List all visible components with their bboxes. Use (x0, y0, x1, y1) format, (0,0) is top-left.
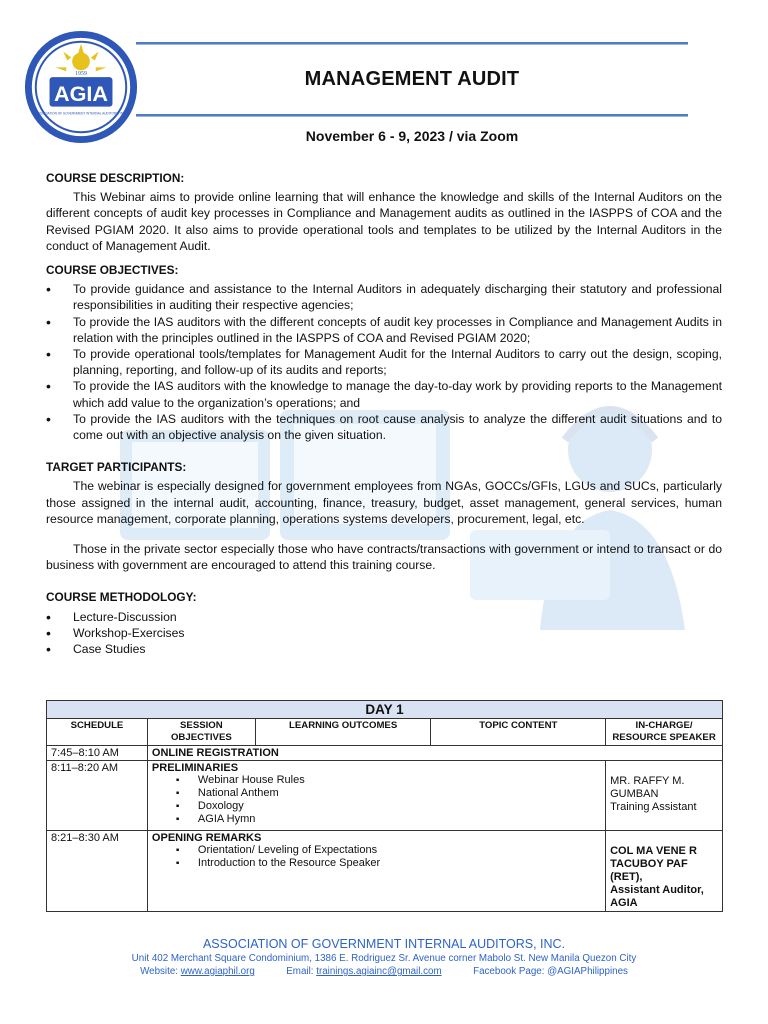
session-items (176, 774, 601, 826)
list-item: • Lecture-Discussion (46, 609, 722, 625)
session-cell (147, 831, 605, 912)
column-header: SESSION OBJECTIVES (147, 719, 255, 746)
page-footer (0, 937, 768, 977)
page-title: MANAGEMENT AUDIT (304, 68, 520, 90)
footer-address: Unit 402 Merchant Square Condominium, 1386 E. Rodriguez Sr. Avenue corner Mabolo St. New Manila Quezon City (131, 953, 637, 964)
header-rule-bottom (136, 114, 688, 117)
session-cell (147, 761, 605, 831)
main-content (46, 170, 722, 657)
course-description-text: This Webinar aims to provide online learning that will enhance the knowledge and skills of the Internal Auditors on the different concepts of audit key processes in Compliance and Management audits as outlined in the IASPPS of COA and the Revised PGIAM 2020. It also aims to provide operational tools and templates to be utilized by the Internal Auditors in the conduct of Management Audit. (46, 190, 722, 253)
schedule-time: 8:21–8:30 AM (47, 831, 148, 912)
website-link[interactable]: www.agiaphil.org (180, 966, 255, 977)
list-item: ▪ Doxology (176, 800, 601, 813)
list-item: • To provide the IAS auditors with the knowledge to manage the day-to-day work by providing reports to the Management which add value to the organization’s operations; and (46, 378, 722, 410)
speaker-line: Assistant Auditor, (610, 884, 704, 896)
list-item: • To provide operational tools/templates for Management Audit for the Internal Auditors to carry out the design, scoping, planning, reporting, and follow-up of its audits and reports; (46, 346, 722, 378)
list-item: ▪ National Anthem (176, 787, 601, 800)
speaker-cell (606, 831, 723, 912)
list-item: ▪ Orientation/ Leveling of Expectations (176, 844, 601, 857)
speaker-line: Training Assistant (610, 801, 697, 813)
table-row (47, 831, 723, 912)
column-header: TOPIC CONTENT (431, 719, 606, 746)
speaker-line: GUMBAN (610, 788, 659, 800)
speaker-line: TACUBOY PAF (RET), (610, 858, 688, 883)
column-header: LEARNING OUTCOMES (255, 719, 431, 746)
logo-subtitle: ASSOCIATION OF GOVERNMENT INTERNAL AUDITORS, INC. (35, 111, 127, 116)
list-item: • Workshop-Exercises (46, 625, 722, 641)
speaker-line: MR. RAFFY M. (610, 775, 685, 787)
day-label: DAY 1 (47, 701, 723, 719)
session-title: OPENING REMARKS (151, 832, 262, 844)
footer-org-name: ASSOCIATION OF GOVERNMENT INTERNAL AUDITORS, INC. (202, 937, 566, 951)
column-header-row (47, 719, 723, 746)
column-header: SCHEDULE (47, 719, 148, 746)
logo-name: AGIA (53, 80, 109, 106)
course-description-heading: COURSE DESCRIPTION: (46, 171, 185, 185)
course-objectives-heading: COURSE OBJECTIVES: (46, 263, 179, 278)
course-objectives-list (46, 281, 722, 443)
agia-logo (22, 28, 140, 146)
list-item: ▪ AGIA Hymn (176, 813, 601, 826)
course-methodology-heading: COURSE METHODOLOGY: (46, 590, 197, 605)
website-label: Website: (140, 966, 178, 977)
list-item: • To provide guidance and assistance to the Internal Auditors in adequately discharging their statutory and professional responsibilities in auditing their respective agencies; (46, 281, 722, 313)
target-participants-heading: TARGET PARTICIPANTS: (46, 460, 187, 475)
table-row (47, 761, 723, 831)
schedule-time: 7:45–8:10 AM (47, 746, 148, 761)
event-date: November 6 - 9, 2023 / via Zoom (305, 128, 519, 144)
speaker-cell (606, 761, 723, 831)
day-header-row (47, 701, 723, 719)
list-item: • To provide the IAS auditors with the different concepts of audit key processes in Compliance and Management Audits in relation with the principles outlined in the IASPPS of COA and Revised PGIAM 2020; (46, 314, 722, 346)
column-header: IN-CHARGE/ RESOURCE SPEAKER (606, 719, 723, 746)
footer-contacts (0, 966, 768, 977)
schedule-table-wrap (46, 700, 723, 912)
speaker-line: COL MA VENE R (610, 845, 697, 857)
speaker-line: AGIA (610, 897, 638, 909)
target-participants-text: The webinar is especially designed for government employees from NGAs, GOCCs/GFIs, LGUs and SUCs, particularly those assigned in the internal audit, accounting, finance, treasury, budget, asset management, general services, human resource management, corporate planning, operations systems developers, procurement, legal, etc. (46, 479, 722, 526)
course-methodology-list (46, 609, 722, 658)
private-sector-text: Those in the private sector especially those who have contracts/transactions with government or intend to transact or do business with government are encouraged to attend this training course. (46, 542, 722, 573)
facebook-label: Facebook Page: (473, 966, 545, 977)
email-label: Email: (286, 966, 314, 977)
session-title: ONLINE REGISTRATION (147, 746, 722, 761)
session-title: PRELIMINARIES (151, 762, 239, 774)
schedule-table (46, 700, 723, 912)
header-rule-top (136, 42, 688, 45)
logo-year: 1959 (75, 71, 87, 78)
list-item: ▪ Introduction to the Resource Speaker (176, 857, 601, 870)
list-item: ▪ Webinar House Rules (176, 774, 601, 787)
schedule-time: 8:11–8:20 AM (47, 761, 148, 831)
session-items (176, 844, 601, 870)
email-link[interactable]: trainings.agiainc@gmail.com (316, 966, 442, 977)
facebook-handle: @AGIAPhilippines (547, 966, 628, 977)
list-item: • Case Studies (46, 641, 722, 657)
list-item: • To provide the IAS auditors with the techniques on root cause analysis to analyze the different audit situations and to come out with an objective analysis on the given situation. (46, 411, 722, 443)
table-row (47, 746, 723, 761)
